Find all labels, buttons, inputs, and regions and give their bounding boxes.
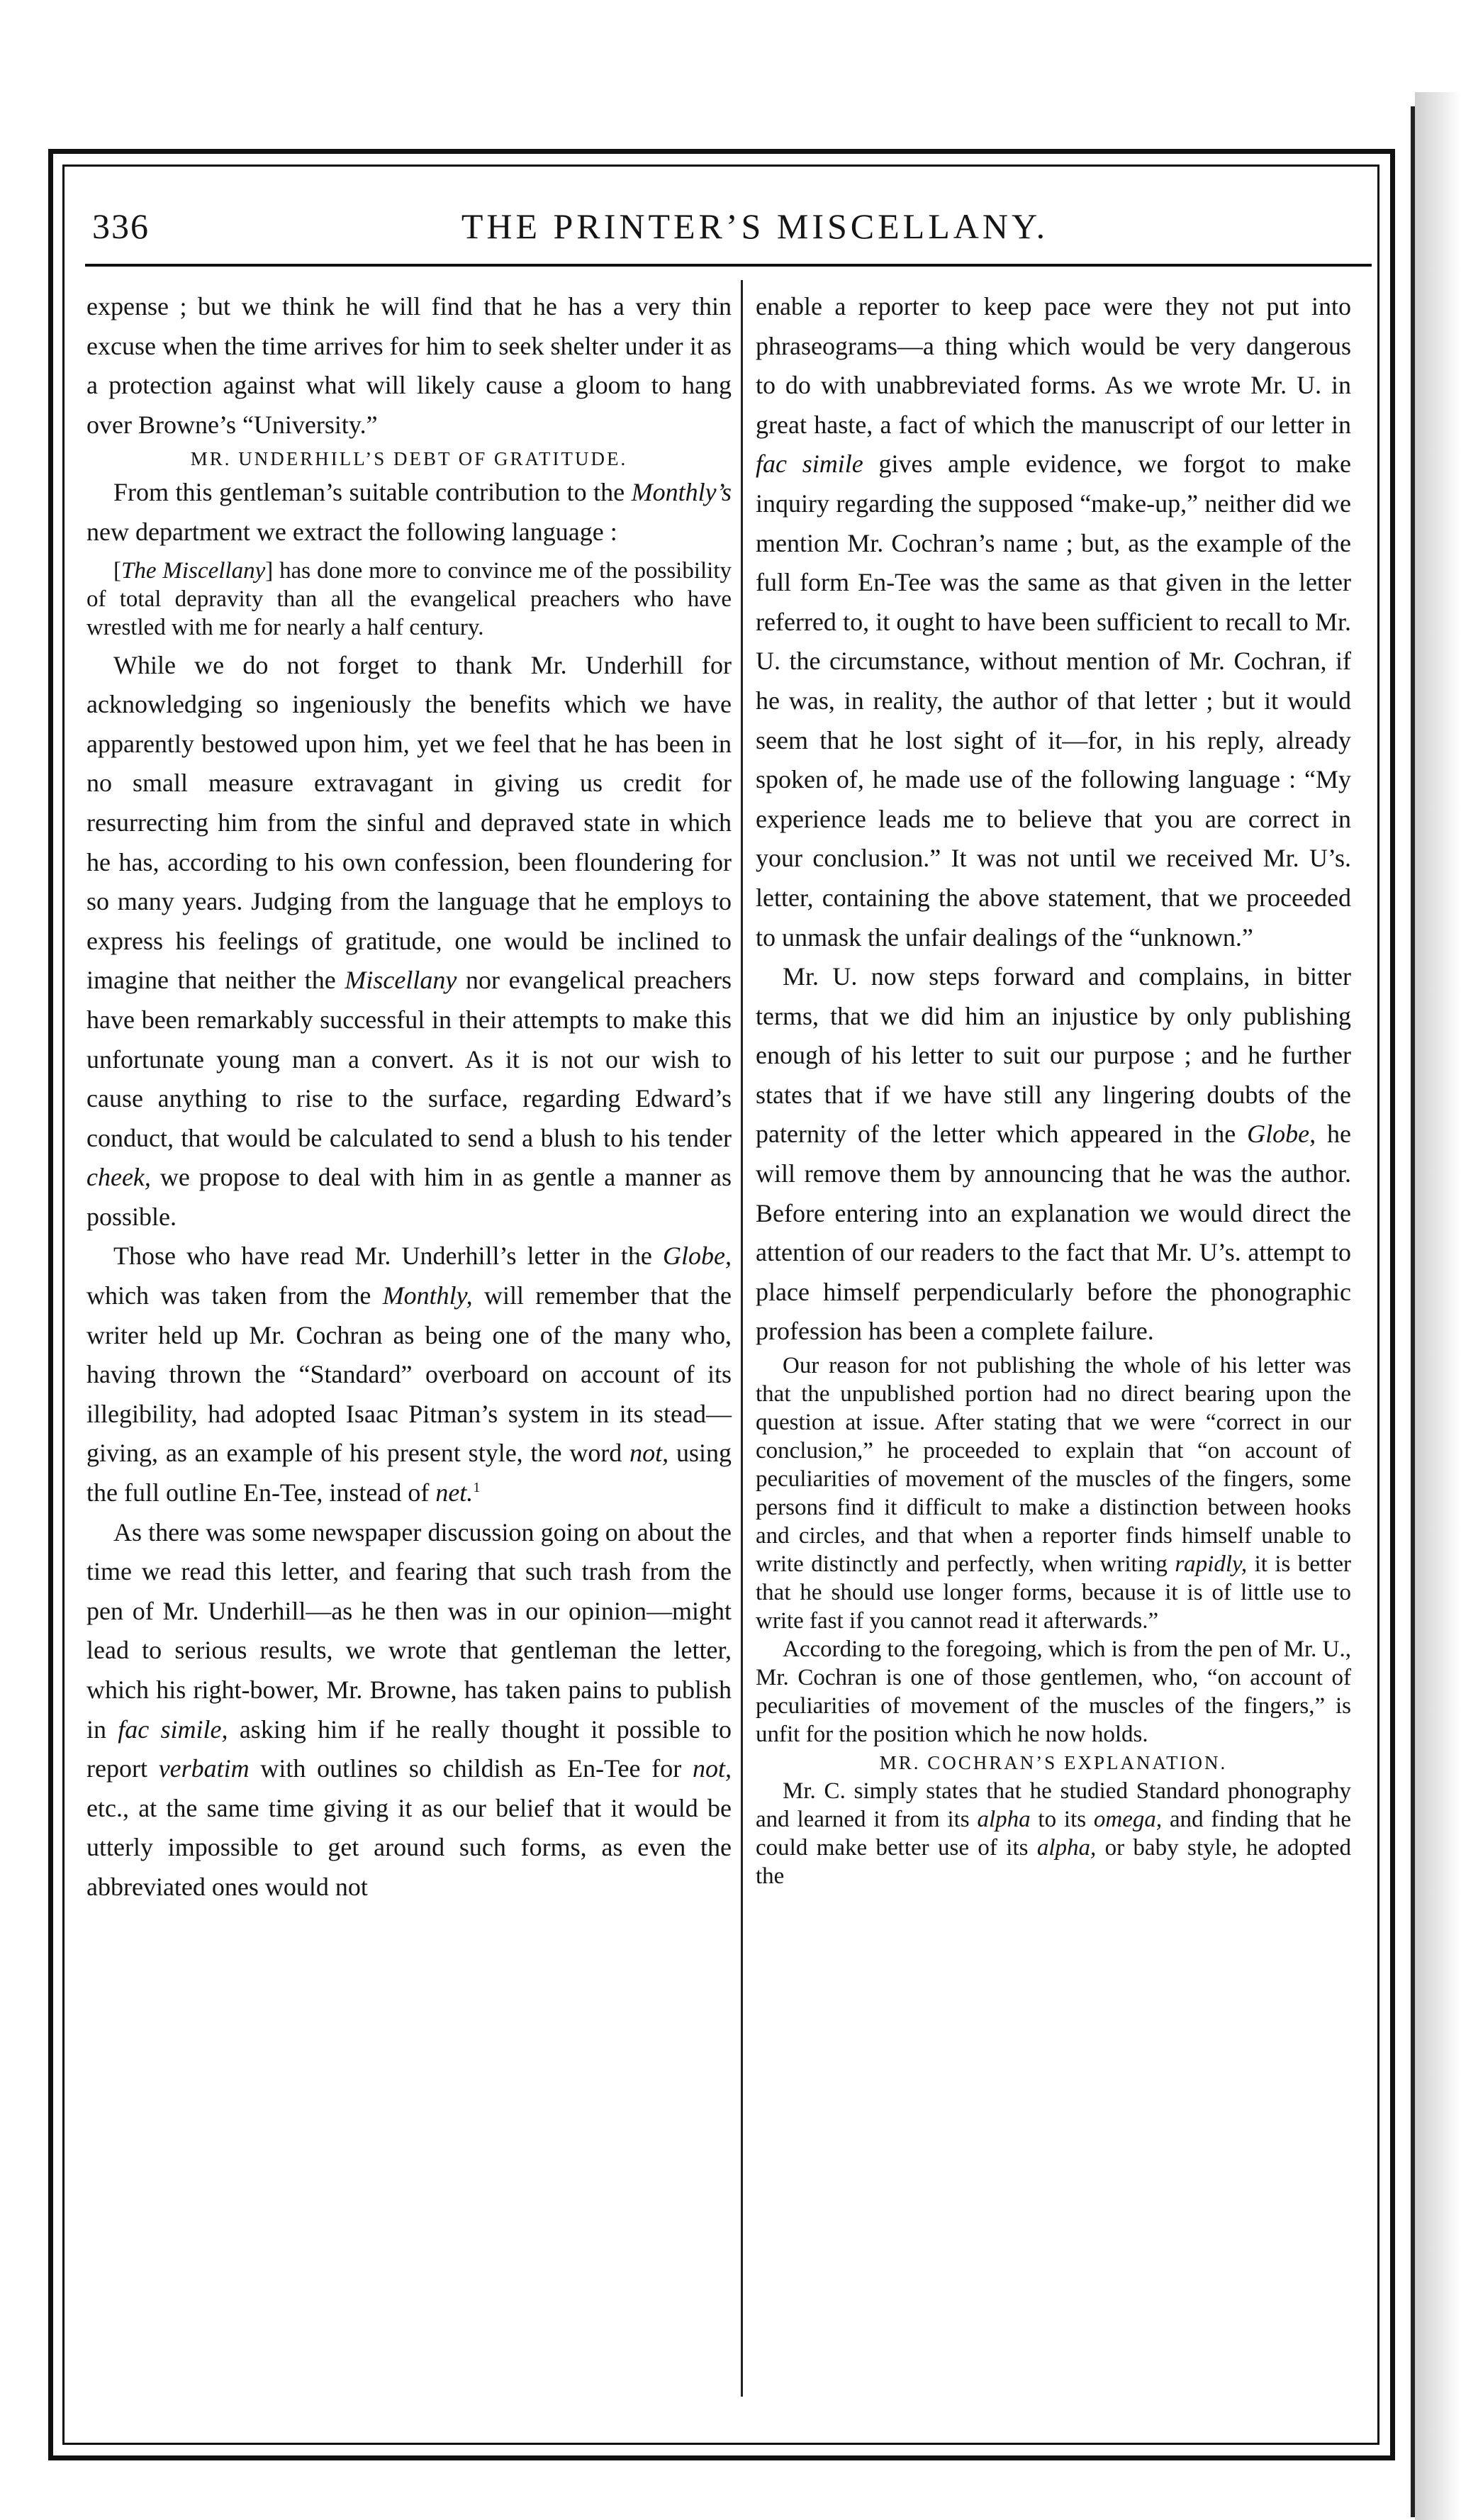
right-column — [756, 287, 1351, 1890]
section-heading-cochran: MR. COCHRAN’S EXPLANATION. — [879, 1752, 1228, 1774]
section-heading-underhill: MR. UNDERHILL’S DEBT OF GRATITUDE. — [190, 448, 628, 470]
page-title: THE PRINTER’S MISCELLANY. — [461, 206, 1049, 246]
paragraph: Our reason for not publishing the whole of his letter was that the unpublished portion had no direct bearing upon the question at issue. After stating that we were “correct in our conclusion,” he proceeded to explain that “on account of peculiarities of movement of the muscles of the fingers, some persons find it difficult to make a distinction between hooks and circles, and that when a reporter finds himself unable to write distinctly and perfectly, when writing rapidly, it is better that he should use longer forms, because it is of little use to write fast if you cannot read it afterwards.” — [756, 1353, 1351, 1634]
page-number: 336 — [92, 206, 150, 246]
paragraph: Those who have read Mr. Underhill’s letter in the Globe, which was taken from the Monthly, will remember that the writer held up Mr. Cochran as being one of the many who, having thrown the “Standard” overboard on account of its illegibility, had adopted Isaac Pitman’s system in its stead—giving, as an example of his present style, the word not, using the full outline En-Tee, instead of net.$^1$ — [86, 1242, 732, 1507]
paragraph: Mr. U. now steps forward and complains, in bitter terms, that we did him an injustice by only publishing enough of his letter to suit our purpose ; and he further states that if we have still any lingering doubts of the paternity of the letter which appeared in the Globe, he will remove them by announcing that he was the author. Before entering into an explanation we would direct the attention of our readers to the fact that Mr. U’s. attempt to place himself perpendicularly before the phonographic profession has been a complete failure. — [756, 962, 1351, 1346]
block-quote: [The Miscellany] has done more to convince me of the possibility of total depravity than all the evangelical preachers who have wrestled with me for nearly a half century. — [86, 557, 732, 640]
paragraph: According to the foregoing, which is from the pen of Mr. U., Mr. Cochran is one of those gentlemen, who, “on account of peculiarities of movement of the muscles of the fingers,” is unfit for the position which he now holds. — [756, 1637, 1351, 1748]
paragraph: From this gentleman’s suitable contribution to the Monthly’s new department we extract the following language : — [86, 478, 732, 546]
left-column — [86, 287, 732, 1907]
header-rule — [85, 264, 1372, 267]
paragraph: enable a reporter to keep pace were they not put into phraseograms—a thing which would be very dangerous to do with unabbreviated forms. As we wrote Mr. U. in great haste, a fact of which the manuscript of our letter in fac simile gives ample evidence, we forgot to make inquiry regarding the supposed “make-up,” neither did we mention Mr. Cochran’s name ; but, as the example of the full form En-Tee was the same as that given in the letter referred to, it ought to have been sufficient to recall to Mr. U. the circumstance, without mention of Mr. Cochran, if he was, in reality, the author of that letter ; but it would seem that he lost sight of it—for, in his reply, already spoken of, he made use of the following language : “My experience leads me to believe that you are correct in your conclusion.” It was not until we received Mr. U’s. letter, containing the above statement, that we proceeded to unmask the unfair dealings of the “unknown.” — [756, 292, 1351, 952]
page-edge-rule — [1411, 106, 1415, 2517]
paragraph: Mr. C. simply states that he studied Standard phonography and learned it from its alpha to its omega, and finding that he could make better use of its alpha, or baby style, he adopted the — [756, 1778, 1351, 1890]
column-divider — [741, 280, 743, 2397]
footnote-marker: 1 — [473, 1480, 481, 1496]
running-head — [92, 206, 1354, 255]
paragraph: While we do not forget to thank Mr. Underhill for acknowledging so ingeniously the benefits which we have apparently bestowed upon him, yet we feel that he has been in no small measure extravagant in giving us credit for resurrecting him from the sinful and depraved state in which he has, according to his own confession, been floundering for so many years. Judging from the language that he employs to express his feelings of gratitude, one would be inclined to imagine that neither the Miscellany nor evangelical preachers have been remarkably successful in their attempts to make this unfortunate young man a convert. As it is not our wish to cause anything to rise to the surface, regarding Edward’s conduct, that would be calculated to send a blush to his tender cheek, we propose to deal with him in as gentle a manner as possible. — [86, 650, 732, 1231]
page-edge-shadow — [1415, 92, 1461, 2520]
paragraph: expense ; but we think he will find that he has a very thin excuse when the time arrives for him to seek shelter under it as a protection against what will likely cause a gloom to hang over Browne’s “University.” — [86, 292, 732, 439]
paragraph: As there was some newspaper discussion going on about the time we read this letter, and fearing that such trash from the pen of Mr. Underhill—as he then was in our opinion—might lead to serious results, we wrote that gentleman the letter, which his right-bower, Mr. Browne, has taken pains to publish in fac simile, asking him if he really thought it possible to report verbatim with outlines so childish as En-Tee for not, etc., at the same time giving it as our belief that it would be utterly impossible to get around such forms, as even the abbreviated ones would not — [86, 1517, 732, 1901]
